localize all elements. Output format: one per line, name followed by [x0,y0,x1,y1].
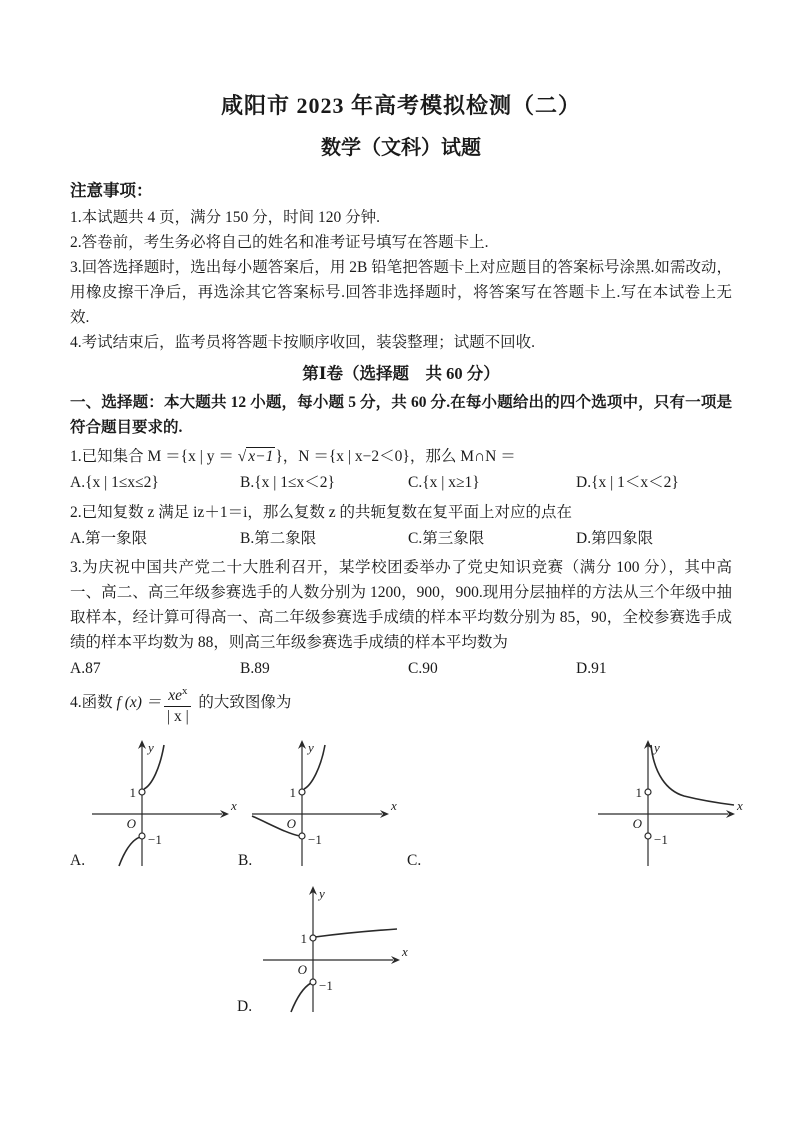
section-intro: 一、选择题：本大题共 12 小题，每小题 5 分，共 60 分.在每小题给出的四个选项中，只有一项是符合题目要求的. [70,394,732,437]
minus-one-label: −1 [308,832,322,848]
open-point-positive [299,789,305,795]
origin-label: O [126,816,136,832]
section-title: 第Ⅰ卷（选择题 共 60 分） [302,364,500,384]
option-label: A. [70,660,86,678]
question-1-options [70,470,732,495]
y-axis-label: y [148,740,154,756]
graph-c-plot [588,736,748,871]
graph-option-label-b: B. [238,852,253,870]
q2-option-b [240,526,408,551]
q3-option-b [240,656,408,681]
option-text: 90 [422,660,438,678]
q1-option-a [70,470,240,495]
radical-sign: √ [237,448,247,466]
y-axis-label: y [308,740,314,756]
graph-b-plot [242,736,402,871]
graph-option-label-d: D. [237,998,253,1016]
graph-option-label-a: A. [70,852,86,870]
curve-positive-branch [315,929,397,937]
notice-heading: 注意事项： [70,181,153,201]
graph-a-plot [82,736,242,871]
question-4-graphs [70,736,743,1028]
q2-option-d [576,526,732,551]
y-axis-label: y [654,740,660,756]
curve-negative-branch [291,983,311,1012]
question-2-options [70,526,732,551]
option-label: D. [576,474,592,492]
one-label: 1 [635,785,642,801]
x-axis-label: x [402,944,408,960]
question-1-stem [70,444,732,469]
option-text: 第四象限 [591,529,654,547]
q4-text-pre: 4.函数 [70,694,117,712]
option-text: 89 [254,660,270,678]
question-3-options [70,656,732,681]
option-text: {x | 1≤x＜2} [254,474,335,492]
fraction-numerator [164,685,191,707]
q1-option-b [240,470,408,495]
notice-item-4: 4.考试结束后，监考员将答题卡按顺序收回，装袋整理；试题不回收. [70,334,536,352]
q1-option-c [408,470,576,495]
q3-option-c [408,656,576,681]
q3-option-d [576,656,732,681]
option-text: {x | 1≤x≤2} [85,474,159,492]
open-point-positive [310,935,316,941]
option-label: C. [408,660,423,678]
open-point-positive [139,789,145,795]
notice-block [70,178,732,355]
option-text: 第三象限 [422,529,485,547]
open-point-negative [645,833,651,839]
x-axis-label: x [737,798,743,814]
curve-positive-branch [144,745,164,789]
open-point-negative [299,833,305,839]
page-subtitle: 数学（文科）试题 [321,136,481,159]
one-label: 1 [129,785,136,801]
q4-text-post: 的大致图像为 [194,694,292,712]
open-point-negative [139,833,145,839]
numerator-exponent: x [182,685,188,698]
x-axis-label: x [391,798,397,814]
q1-set-m-open: {x | y ＝ [180,448,238,466]
origin-label: O [297,962,307,978]
option-label: C. [408,529,423,547]
curve-negative-branch [119,837,140,866]
option-label: A. [70,474,86,492]
option-label: B. [240,660,255,678]
fraction [164,685,191,726]
q1-option-d [576,470,732,495]
q4-function-name: f (x) ＝ [116,694,162,712]
option-label: D. [576,660,592,678]
fraction-denominator: | x | [167,708,189,726]
numerator-base: xe [168,687,183,705]
minus-one-label: −1 [319,978,333,994]
notice-item-3: 3.回答选择题时，选出每小题答案后，用 2B 铅笔把答题卡上对应题目的答案标号涂黑.如需改动，用橡皮擦干净后，再选涂其它答案标号.回答非选择题时，将答案写在答题卡上.写在本试卷上无效. [70,258,732,327]
option-text: 91 [591,660,607,678]
option-label: D. [576,529,592,547]
option-text: 第二象限 [254,529,317,547]
option-label: C. [408,474,423,492]
q1-radicand: x−1 [248,448,274,466]
minus-one-label: −1 [654,832,668,848]
graph-option-label-c: C. [407,852,422,870]
graph-d-plot [253,882,413,1017]
notice-item-1: 1.本试题共 4 页，满分 150 分，时间 120 分钟. [70,208,381,226]
question-2-stem: 2.已知复数 z 满足 iz＋1＝i，那么复数 z 的共轭复数在复平面上对应的点在 [70,503,573,521]
option-text: {x | x≥1} [422,474,480,492]
option-label: B. [240,474,255,492]
notice-item-2: 2.答卷前，考生务必将自己的姓名和准考证号填写在答题卡上. [70,233,489,251]
q1-text-pre: 1.已知集合 M ＝ [70,448,181,466]
x-axis-label: x [231,798,237,814]
option-text: 第一象限 [85,529,148,547]
q2-option-c [408,526,576,551]
question-4-stem [70,685,732,726]
q3-option-a [70,656,240,681]
option-label: B. [240,529,255,547]
open-point-negative [310,979,316,985]
option-text: 87 [85,660,101,678]
one-label: 1 [289,785,296,801]
curve-positive-branch [651,745,734,805]
one-label: 1 [300,931,307,947]
question-3-stem: 3.为庆祝中国共产党二十大胜利召开，某学校团委举办了党史知识竞赛（满分 100 分），其中高一、高二、高三年级参赛选手的人数分别为 1200，900，900.现用分层抽样的方法从三个年级中抽取样本，经计算可得高一、高二年级参赛选手成绩的样本平均数分别为 85，90，全校参赛选手成绩的样本平均数为 88，则高三年级参赛选手成绩的样本平均数为 [70,558,732,652]
option-label: A. [70,529,86,547]
page-title: 咸阳市 2023 年高考模拟检测（二） [220,93,581,118]
origin-label: O [286,816,296,832]
origin-label: O [632,816,642,832]
minus-one-label: −1 [148,832,162,848]
q1-text-mid: ，N ＝{x | x−2＜0}，那么 M∩N ＝ [282,448,516,466]
y-axis-label: y [319,886,325,902]
q1-set-m-close: } [275,448,283,466]
open-point-positive [645,789,651,795]
option-text: {x | 1＜x＜2} [591,474,679,492]
q2-option-a [70,526,240,551]
